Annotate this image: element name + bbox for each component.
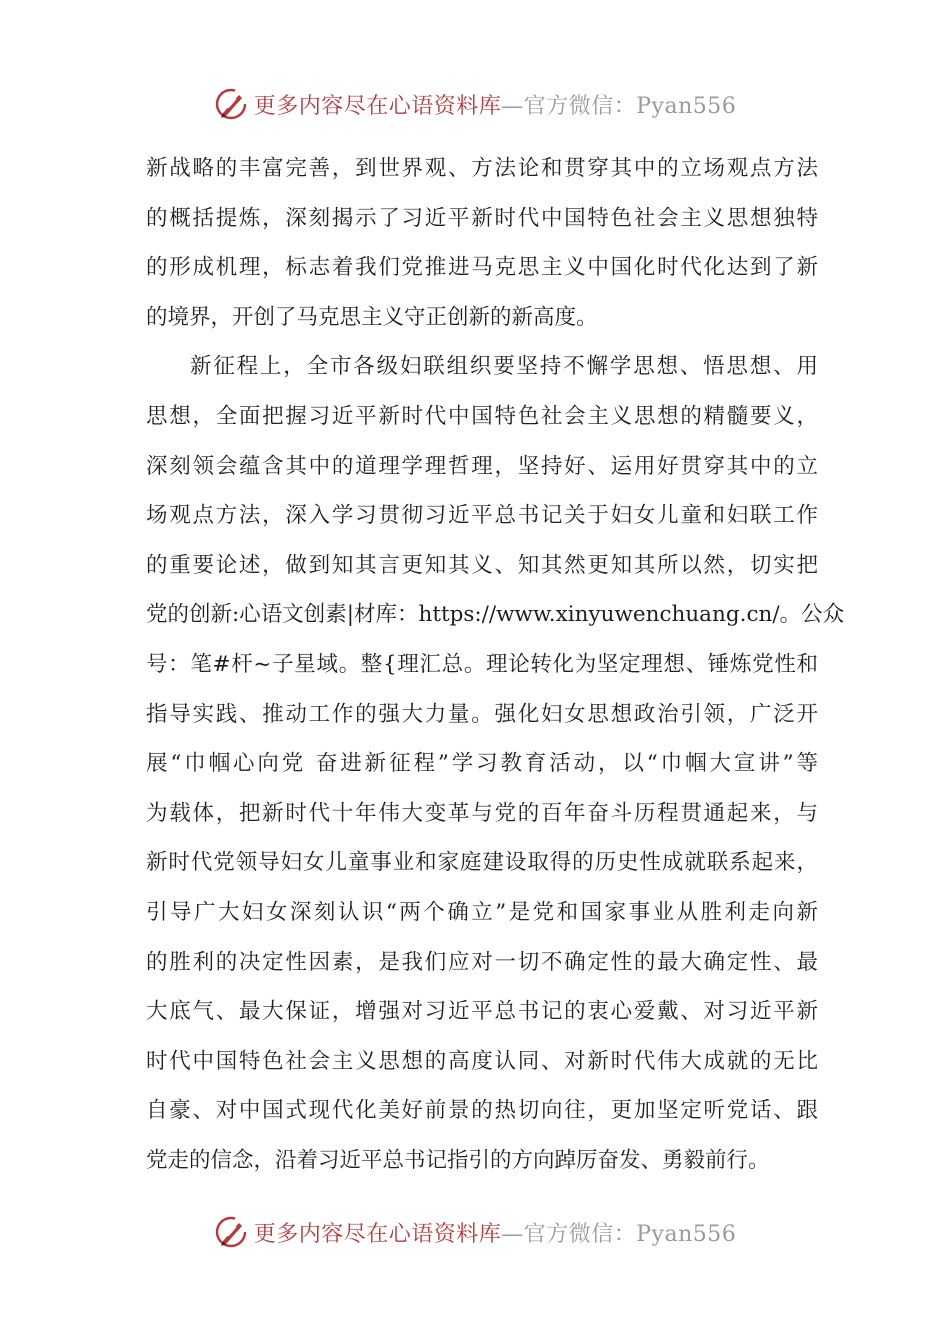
- body-line: 场观点方法，深入学习贯彻习近平总书记关于妇女儿童和妇联工作: [146, 503, 818, 529]
- body-line: 号：笔#杆~子星域。整{理汇总。理论转化为坚定理想、锤炼党性和: [146, 651, 818, 677]
- body-line: 新战略的丰富完善，到世界观、方法论和贯穿其中的立场观点方法: [146, 156, 818, 181]
- body-line: 展“巾帼心向党 奋进新征程”学习教育活动，以“巾帼大宣讲”等: [146, 751, 818, 777]
- body-line: 引导广大妇女深刻认识“两个确立”是党和国家事业从胜利走向新: [146, 899, 818, 925]
- header-banner: [0, 84, 950, 124]
- body-line: 深刻领会蕴含其中的道理学理哲理，坚持好、运用好贯穿其中的立: [146, 453, 818, 479]
- body-line-with-url: 党的创新:心语文创素|材库：https://www.xinyuwenchuang.cn/。公众: [146, 602, 845, 628]
- body-line: 自豪、对中国式现代化美好前景的热切向往，更加坚定听党话、跟: [146, 1098, 818, 1124]
- document-body: [146, 144, 845, 1185]
- body-line: 大底气、最大保证，增强对习近平总书记的衷心爱戴、对习近平新: [146, 999, 818, 1025]
- body-line: 的胜利的决定性因素，是我们应对一切不确定性的最大确定性、最: [146, 949, 818, 975]
- header-banner-rest: —官方微信：Pyan556: [501, 93, 737, 119]
- header-banner-text: [254, 89, 737, 120]
- paragraph-first-line: 新征程上，全市各级妇联组织要坚持不懈学思想、悟思想、用: [190, 354, 818, 380]
- body-line: 的重要论述，做到知其言更知其义、知其然更知其所以然，切实把: [146, 552, 818, 578]
- footer-banner-rest: —官方微信：Pyan556: [501, 1221, 737, 1247]
- body-line: 的境界，开创了马克思主义守正创新的新高度。: [146, 304, 598, 330]
- footer-banner: [0, 1212, 950, 1252]
- body-line: 的概括提炼，深刻揭示了习近平新时代中国特色社会主义思想独特: [146, 205, 818, 231]
- footer-banner-main: 更多内容尽在心语资料库: [253, 1221, 502, 1247]
- header-banner-main: 更多内容尽在心语资料库: [253, 93, 502, 119]
- footer-banner-text: [254, 1217, 737, 1248]
- body-line: 思想，全面把握习近平新时代中国特色社会主义思想的精髓要义，: [146, 403, 818, 429]
- body-line: 指导实践、推动工作的强大力量。强化妇女思想政治引领，广泛开: [146, 701, 818, 727]
- body-line: 时代中国特色社会主义思想的高度认同、对新时代伟大成就的无比: [146, 1048, 818, 1074]
- pen-logo-icon: [214, 86, 250, 122]
- pen-logo-icon: [214, 1214, 250, 1250]
- body-line: 的形成机理，标志着我们党推进马克思主义中国化时代化达到了新: [146, 255, 818, 281]
- body-line: 党走的信念，沿着习近平总书记指引的方向踔厉奋发、勇毅前行。: [146, 1147, 770, 1173]
- body-line: 新时代党领导妇女儿童事业和家庭建设取得的历史性成就联系起来，: [146, 850, 818, 876]
- body-line: 为载体，把新时代十年伟大变革与党的百年奋斗历程贯通起来，与: [146, 800, 818, 826]
